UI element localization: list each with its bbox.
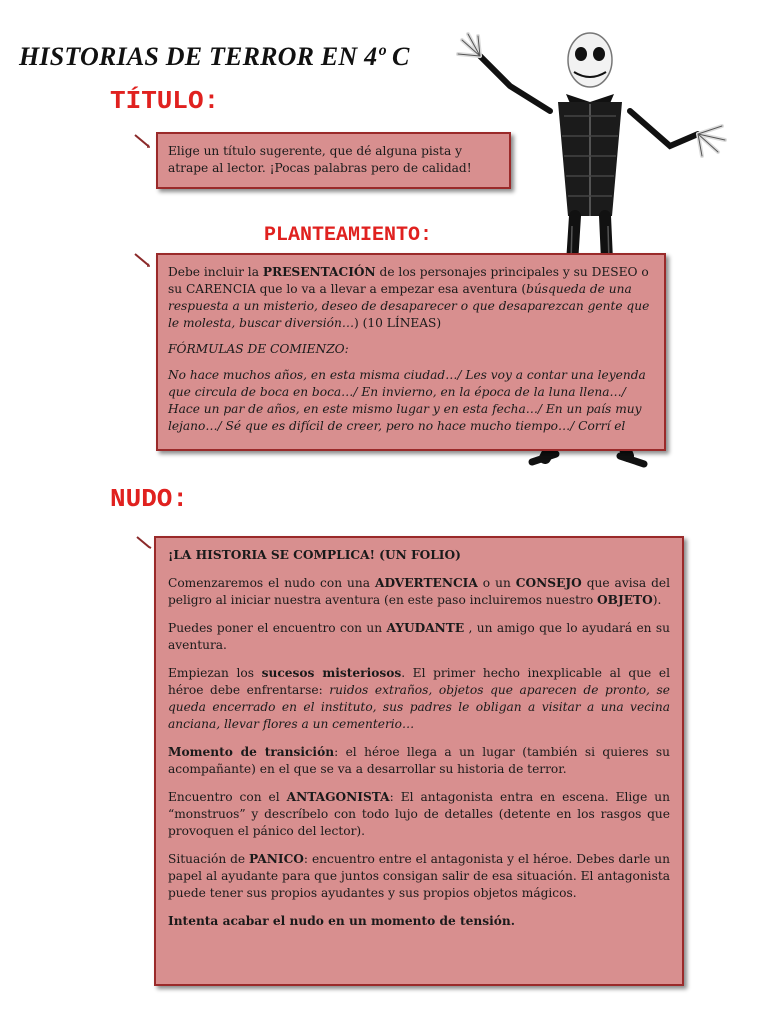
text-span: Empiezan los — [168, 666, 262, 680]
text-span: : el héroe llega a un lugar (también si quieres su acompañante) en el que se va a desarrollar su historia de terror. — [168, 745, 670, 776]
nudo-paragraph — [168, 851, 670, 902]
nudo-box — [154, 536, 684, 986]
titulo-box — [156, 132, 511, 189]
text-span: o un — [477, 576, 516, 590]
nudo-heading-text: ¡LA HISTORIA SE COMPLICA! (UN FOLIO) — [168, 548, 461, 562]
text-span: que avisa del peligro al iniciar nuestra aventura (en este paso incluiremos nuestro — [168, 576, 671, 607]
text-span-italic: búsqueda de una respuesta a un misterio, deseo de desaparecer o que desaparezcan gente que le molesta, buscar diversión… — [168, 282, 650, 330]
nudo-paragraph — [168, 575, 670, 609]
text-span-bold: ANTAGONISTA — [286, 790, 390, 804]
formulas-label: FÓRMULAS DE COMIENZO: — [168, 342, 349, 356]
text-span-bold: PRESENTACIÓN — [262, 265, 376, 279]
nudo-closing: Intenta acabar el nudo en un momento de tensión. — [168, 914, 515, 928]
text-span-bold: Momento de transición — [168, 745, 335, 759]
arrow-icon — [134, 134, 150, 148]
text-span: Puedes poner el encuentro con un — [168, 621, 387, 635]
arrow-icon — [136, 536, 152, 550]
text-span-bold: PANICO — [249, 852, 304, 866]
text-span: . El primer hecho inexplicable al que el héroe debe enfrentarse: — [168, 666, 670, 697]
text-span: : encuentro entre el antagonista y el héroe. Debes darle un papel al ayudante para que juntos consigan salir de esa situación. El antagonista puede tener sus propios ayudantes y sus propios objetos mágicos. — [168, 852, 670, 900]
nudo-paragraph — [168, 744, 670, 778]
planteamiento-paragraph — [168, 264, 654, 332]
titulo-text: Elige un título sugerente, que dé alguna pista y atrape al lector. ¡Pocas palabras pero de calidad! — [168, 144, 472, 175]
text-span-bold: sucesos misteriosos — [261, 666, 402, 680]
heading-nudo: NUDO: — [110, 484, 189, 514]
text-span: , un amigo que lo ayudará en su aventura. — [168, 621, 670, 652]
planteamiento-box — [156, 253, 666, 451]
nudo-paragraph — [168, 665, 670, 733]
text-span: Comenzaremos el nudo con una — [168, 576, 375, 590]
text-span: Debe incluir la — [168, 265, 263, 279]
text-span-bold: AYUDANTE — [386, 621, 465, 635]
text-span: : El antagonista entra en escena. Elige un “monstruos” y descríbelo con todo lujo de detalles (detente en los rasgos que provoquen el pánico del lector). — [168, 790, 670, 838]
arrow-icon — [134, 253, 150, 267]
text-span: Encuentro con el — [168, 790, 287, 804]
heading-planteamiento: PLANTEAMIENTO: — [264, 224, 433, 247]
text-span-italic: ruidos extraños, objetos que aparecen de pronto, se queda encerrado en el instituto, sus padres le obligan a visitar a una vecina anciana, llevar flores a un cementerio… — [168, 683, 670, 731]
text-span: ) (10 LÍNEAS) — [354, 316, 442, 330]
text-span-bold: CONSEJO — [515, 576, 582, 590]
text-span-bold: OBJETO — [597, 593, 653, 607]
text-span: ). — [652, 593, 662, 607]
nudo-paragraph — [168, 789, 670, 840]
nudo-paragraph — [168, 620, 670, 654]
text-span: de los personajes principales y su DESEO o su CARENCIA que lo va a llevar a empezar esa aventura ( — [168, 265, 649, 296]
text-span: Situación de — [168, 852, 250, 866]
formulas-text: No hace muchos años, en esta misma ciudad…/ Les voy a contar una leyenda que circula de boca en boca…/ En invierno, en la época de la luna llena…/ Hace un par de años, en este mismo lugar y en esta fecha…/ En un país muy lejano…/ Sé que es difícil de creer, pero no hace mucho tiempo…/ Corrí el — [168, 368, 646, 433]
page-title: HISTORIAS DE TERROR EN 4º C — [19, 42, 410, 71]
heading-titulo: TÍTULO: — [110, 86, 220, 116]
text-span-bold: ADVERTENCIA — [374, 576, 478, 590]
